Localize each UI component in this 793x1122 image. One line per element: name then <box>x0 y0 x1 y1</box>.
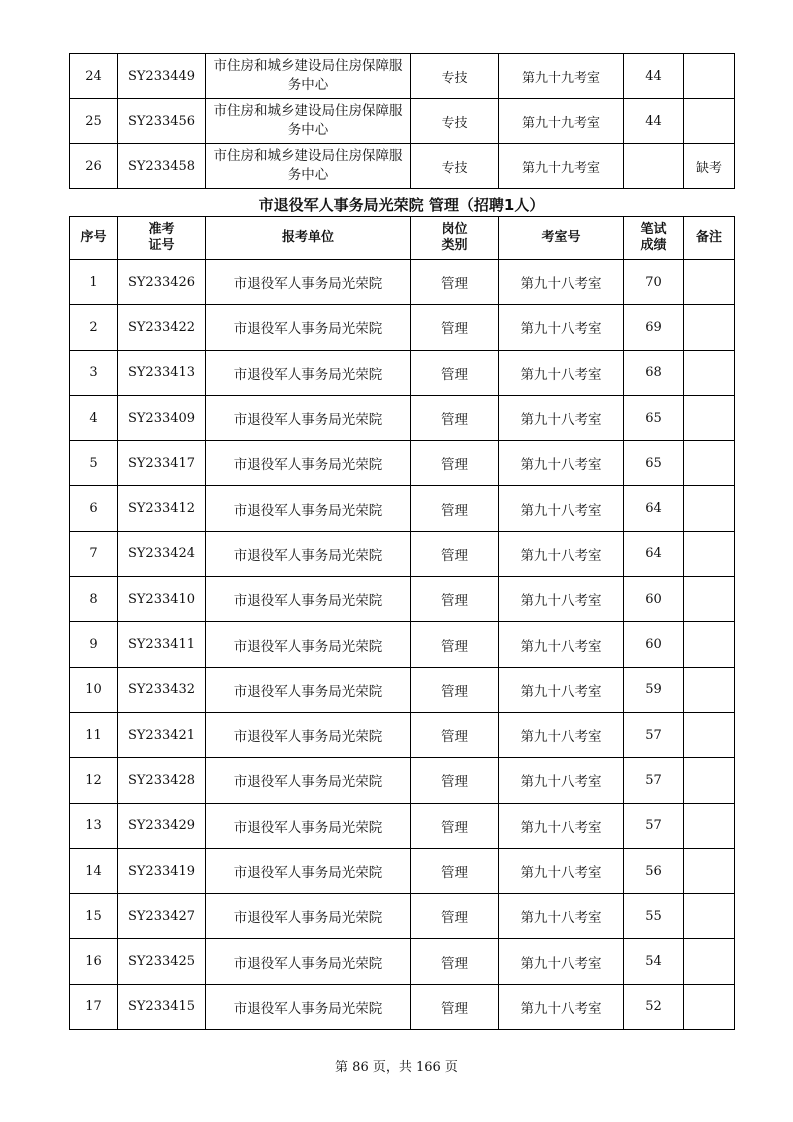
cell-unit-line2: 务中心 <box>287 122 329 138</box>
cell-unit: 市退役军人事务局光荣院 <box>206 894 411 939</box>
cell-note <box>684 305 735 350</box>
cell-id: SY233427 <box>118 894 206 939</box>
cell-room: 第九十八考室 <box>499 441 624 486</box>
cell-score: 64 <box>624 486 684 531</box>
cell-unit <box>206 99 411 144</box>
cell-score: 68 <box>624 350 684 395</box>
cell-id: SY233432 <box>118 667 206 712</box>
cell-seq: 12 <box>70 758 118 803</box>
table-row <box>70 260 735 305</box>
cell-seq: 1 <box>70 260 118 305</box>
cell-seq: 11 <box>70 712 118 757</box>
cell-id: SY233426 <box>118 260 206 305</box>
cell-note <box>684 577 735 622</box>
cell-id: SY233419 <box>118 848 206 893</box>
cell-note <box>684 486 735 531</box>
cell-note <box>684 350 735 395</box>
cell-unit <box>206 54 411 99</box>
cell-type: 管理 <box>411 803 499 848</box>
cell-room: 第九十九考室 <box>499 144 624 189</box>
score-table <box>69 216 735 1030</box>
cell-type: 管理 <box>411 622 499 667</box>
cell-note <box>684 803 735 848</box>
header-id-line2: 证号 <box>148 238 175 253</box>
cell-score: 65 <box>624 441 684 486</box>
cell-unit: 市退役军人事务局光荣院 <box>206 531 411 576</box>
cell-unit: 市退役军人事务局光荣院 <box>206 395 411 440</box>
cell-id: SY233421 <box>118 712 206 757</box>
cell-seq: 24 <box>70 54 118 99</box>
cell-id: SY233424 <box>118 531 206 576</box>
cell-type: 管理 <box>411 667 499 712</box>
cell-room: 第九十八考室 <box>499 350 624 395</box>
cell-room: 第九十八考室 <box>499 939 624 984</box>
header-type-line2: 类别 <box>441 238 468 253</box>
cell-seq: 7 <box>70 531 118 576</box>
cell-type: 管理 <box>411 758 499 803</box>
cell-note <box>684 441 735 486</box>
cell-note <box>684 712 735 757</box>
header-score-line1: 笔试 <box>640 222 667 237</box>
cell-room: 第九十八考室 <box>499 395 624 440</box>
cell-seq: 8 <box>70 577 118 622</box>
cell-score: 54 <box>624 939 684 984</box>
cell-score: 57 <box>624 758 684 803</box>
cell-id: SY233456 <box>118 99 206 144</box>
cell-type: 专技 <box>411 144 499 189</box>
cell-unit <box>206 144 411 189</box>
cell-score: 59 <box>624 667 684 712</box>
cell-id: SY233409 <box>118 395 206 440</box>
cell-score: 57 <box>624 803 684 848</box>
cell-id: SY233412 <box>118 486 206 531</box>
cell-room: 第九十八考室 <box>499 486 624 531</box>
cell-room: 第九十八考室 <box>499 667 624 712</box>
cell-score: 64 <box>624 531 684 576</box>
table-row <box>70 758 735 803</box>
cell-unit: 市退役军人事务局光荣院 <box>206 577 411 622</box>
cell-seq: 6 <box>70 486 118 531</box>
cell-seq: 2 <box>70 305 118 350</box>
cell-unit: 市退役军人事务局光荣院 <box>206 350 411 395</box>
cell-unit-line1: 市住房和城乡建设局住房保障服 <box>213 148 403 164</box>
cell-note <box>684 260 735 305</box>
table-row <box>70 99 735 144</box>
cell-room: 第九十八考室 <box>499 260 624 305</box>
table-row <box>70 305 735 350</box>
cell-room: 第九十八考室 <box>499 577 624 622</box>
cell-note <box>684 939 735 984</box>
cell-unit: 市退役军人事务局光荣院 <box>206 984 411 1029</box>
cell-unit: 市退役军人事务局光荣院 <box>206 441 411 486</box>
cell-id: SY233458 <box>118 144 206 189</box>
header-id-line1: 准考 <box>148 222 175 237</box>
page-footer: 第 86 页，共 166 页 <box>335 1060 458 1075</box>
cell-room: 第九十八考室 <box>499 803 624 848</box>
cell-unit: 市退役军人事务局光荣院 <box>206 305 411 350</box>
cell-unit-line2: 务中心 <box>287 77 329 93</box>
header-type <box>411 217 499 260</box>
cell-type: 管理 <box>411 441 499 486</box>
cell-room: 第九十八考室 <box>499 712 624 757</box>
cell-unit: 市退役军人事务局光荣院 <box>206 712 411 757</box>
cell-unit: 市退役军人事务局光荣院 <box>206 667 411 712</box>
cell-unit-line1: 市住房和城乡建设局住房保障服 <box>213 58 403 74</box>
table-row <box>70 667 735 712</box>
cell-type: 管理 <box>411 305 499 350</box>
table-row <box>70 54 735 99</box>
cell-id: SY233428 <box>118 758 206 803</box>
cell-score: 60 <box>624 622 684 667</box>
table-row <box>70 984 735 1029</box>
cell-room: 第九十八考室 <box>499 894 624 939</box>
cell-type: 管理 <box>411 260 499 305</box>
cell-id: SY233410 <box>118 577 206 622</box>
cell-id: SY233413 <box>118 350 206 395</box>
header-note: 备注 <box>684 217 735 260</box>
table-row <box>70 395 735 440</box>
cell-score: 56 <box>624 848 684 893</box>
header-room: 考室号 <box>499 217 624 260</box>
table-row <box>70 712 735 757</box>
cell-seq: 15 <box>70 894 118 939</box>
cell-type: 专技 <box>411 99 499 144</box>
cell-room: 第九十八考室 <box>499 848 624 893</box>
cell-id: SY233417 <box>118 441 206 486</box>
cell-score: 44 <box>624 99 684 144</box>
table-row <box>70 577 735 622</box>
cell-type: 管理 <box>411 712 499 757</box>
cell-type: 管理 <box>411 577 499 622</box>
cell-note <box>684 984 735 1029</box>
table-row <box>70 622 735 667</box>
cell-type: 管理 <box>411 984 499 1029</box>
cell-score: 52 <box>624 984 684 1029</box>
table-row <box>70 441 735 486</box>
table-row <box>70 803 735 848</box>
cell-id: SY233449 <box>118 54 206 99</box>
cell-score: 60 <box>624 577 684 622</box>
cell-seq: 16 <box>70 939 118 984</box>
cell-unit: 市退役军人事务局光荣院 <box>206 939 411 984</box>
cell-note <box>684 758 735 803</box>
cell-room: 第九十八考室 <box>499 984 624 1029</box>
cell-seq: 14 <box>70 848 118 893</box>
cell-id: SY233422 <box>118 305 206 350</box>
cell-type: 管理 <box>411 350 499 395</box>
cell-seq: 13 <box>70 803 118 848</box>
cell-room: 第九十八考室 <box>499 305 624 350</box>
cell-id: SY233415 <box>118 984 206 1029</box>
cell-id: SY233429 <box>118 803 206 848</box>
cell-note <box>684 622 735 667</box>
table-row <box>70 486 735 531</box>
cell-score: 44 <box>624 54 684 99</box>
header-unit: 报考单位 <box>206 217 411 260</box>
cell-seq: 9 <box>70 622 118 667</box>
cell-id: SY233411 <box>118 622 206 667</box>
table-row <box>70 350 735 395</box>
cell-note <box>684 848 735 893</box>
cell-type: 管理 <box>411 395 499 440</box>
cell-score <box>624 144 684 189</box>
cell-score: 65 <box>624 395 684 440</box>
header-seq: 序号 <box>70 217 118 260</box>
cell-id: SY233425 <box>118 939 206 984</box>
cell-type: 管理 <box>411 531 499 576</box>
cell-note <box>684 667 735 712</box>
header-type-line1: 岗位 <box>441 222 468 237</box>
cell-unit-line1: 市住房和城乡建设局住房保障服 <box>213 103 403 119</box>
section-title: 市退役军人事务局光荣院 管理（招聘1人） <box>258 196 545 214</box>
table-row <box>70 894 735 939</box>
cell-seq: 5 <box>70 441 118 486</box>
cell-unit: 市退役军人事务局光荣院 <box>206 848 411 893</box>
cell-unit: 市退役军人事务局光荣院 <box>206 622 411 667</box>
table-header-row <box>70 217 735 260</box>
header-score-line2: 成绩 <box>640 238 667 253</box>
cell-note <box>684 395 735 440</box>
cell-seq: 17 <box>70 984 118 1029</box>
cell-score: 57 <box>624 712 684 757</box>
cell-type: 专技 <box>411 54 499 99</box>
table-row <box>70 939 735 984</box>
cell-note <box>684 894 735 939</box>
table-row <box>70 531 735 576</box>
cell-score: 55 <box>624 894 684 939</box>
cell-seq: 10 <box>70 667 118 712</box>
cell-room: 第九十八考室 <box>499 622 624 667</box>
header-id <box>118 217 206 260</box>
cell-seq: 4 <box>70 395 118 440</box>
previous-section-table <box>69 53 735 189</box>
cell-type: 管理 <box>411 894 499 939</box>
cell-unit: 市退役军人事务局光荣院 <box>206 260 411 305</box>
cell-note <box>684 99 735 144</box>
cell-unit: 市退役军人事务局光荣院 <box>206 758 411 803</box>
cell-type: 管理 <box>411 939 499 984</box>
cell-seq: 26 <box>70 144 118 189</box>
table-row <box>70 144 735 189</box>
cell-score: 69 <box>624 305 684 350</box>
cell-note <box>684 531 735 576</box>
cell-unit: 市退役军人事务局光荣院 <box>206 486 411 531</box>
cell-note: 缺考 <box>684 144 735 189</box>
cell-note <box>684 54 735 99</box>
cell-room: 第九十九考室 <box>499 54 624 99</box>
cell-type: 管理 <box>411 848 499 893</box>
cell-score: 70 <box>624 260 684 305</box>
cell-room: 第九十八考室 <box>499 531 624 576</box>
cell-unit: 市退役军人事务局光荣院 <box>206 803 411 848</box>
cell-room: 第九十九考室 <box>499 99 624 144</box>
cell-room: 第九十八考室 <box>499 758 624 803</box>
table-row <box>70 848 735 893</box>
cell-seq: 25 <box>70 99 118 144</box>
header-score <box>624 217 684 260</box>
cell-unit-line2: 务中心 <box>287 167 329 183</box>
cell-seq: 3 <box>70 350 118 395</box>
cell-type: 管理 <box>411 486 499 531</box>
